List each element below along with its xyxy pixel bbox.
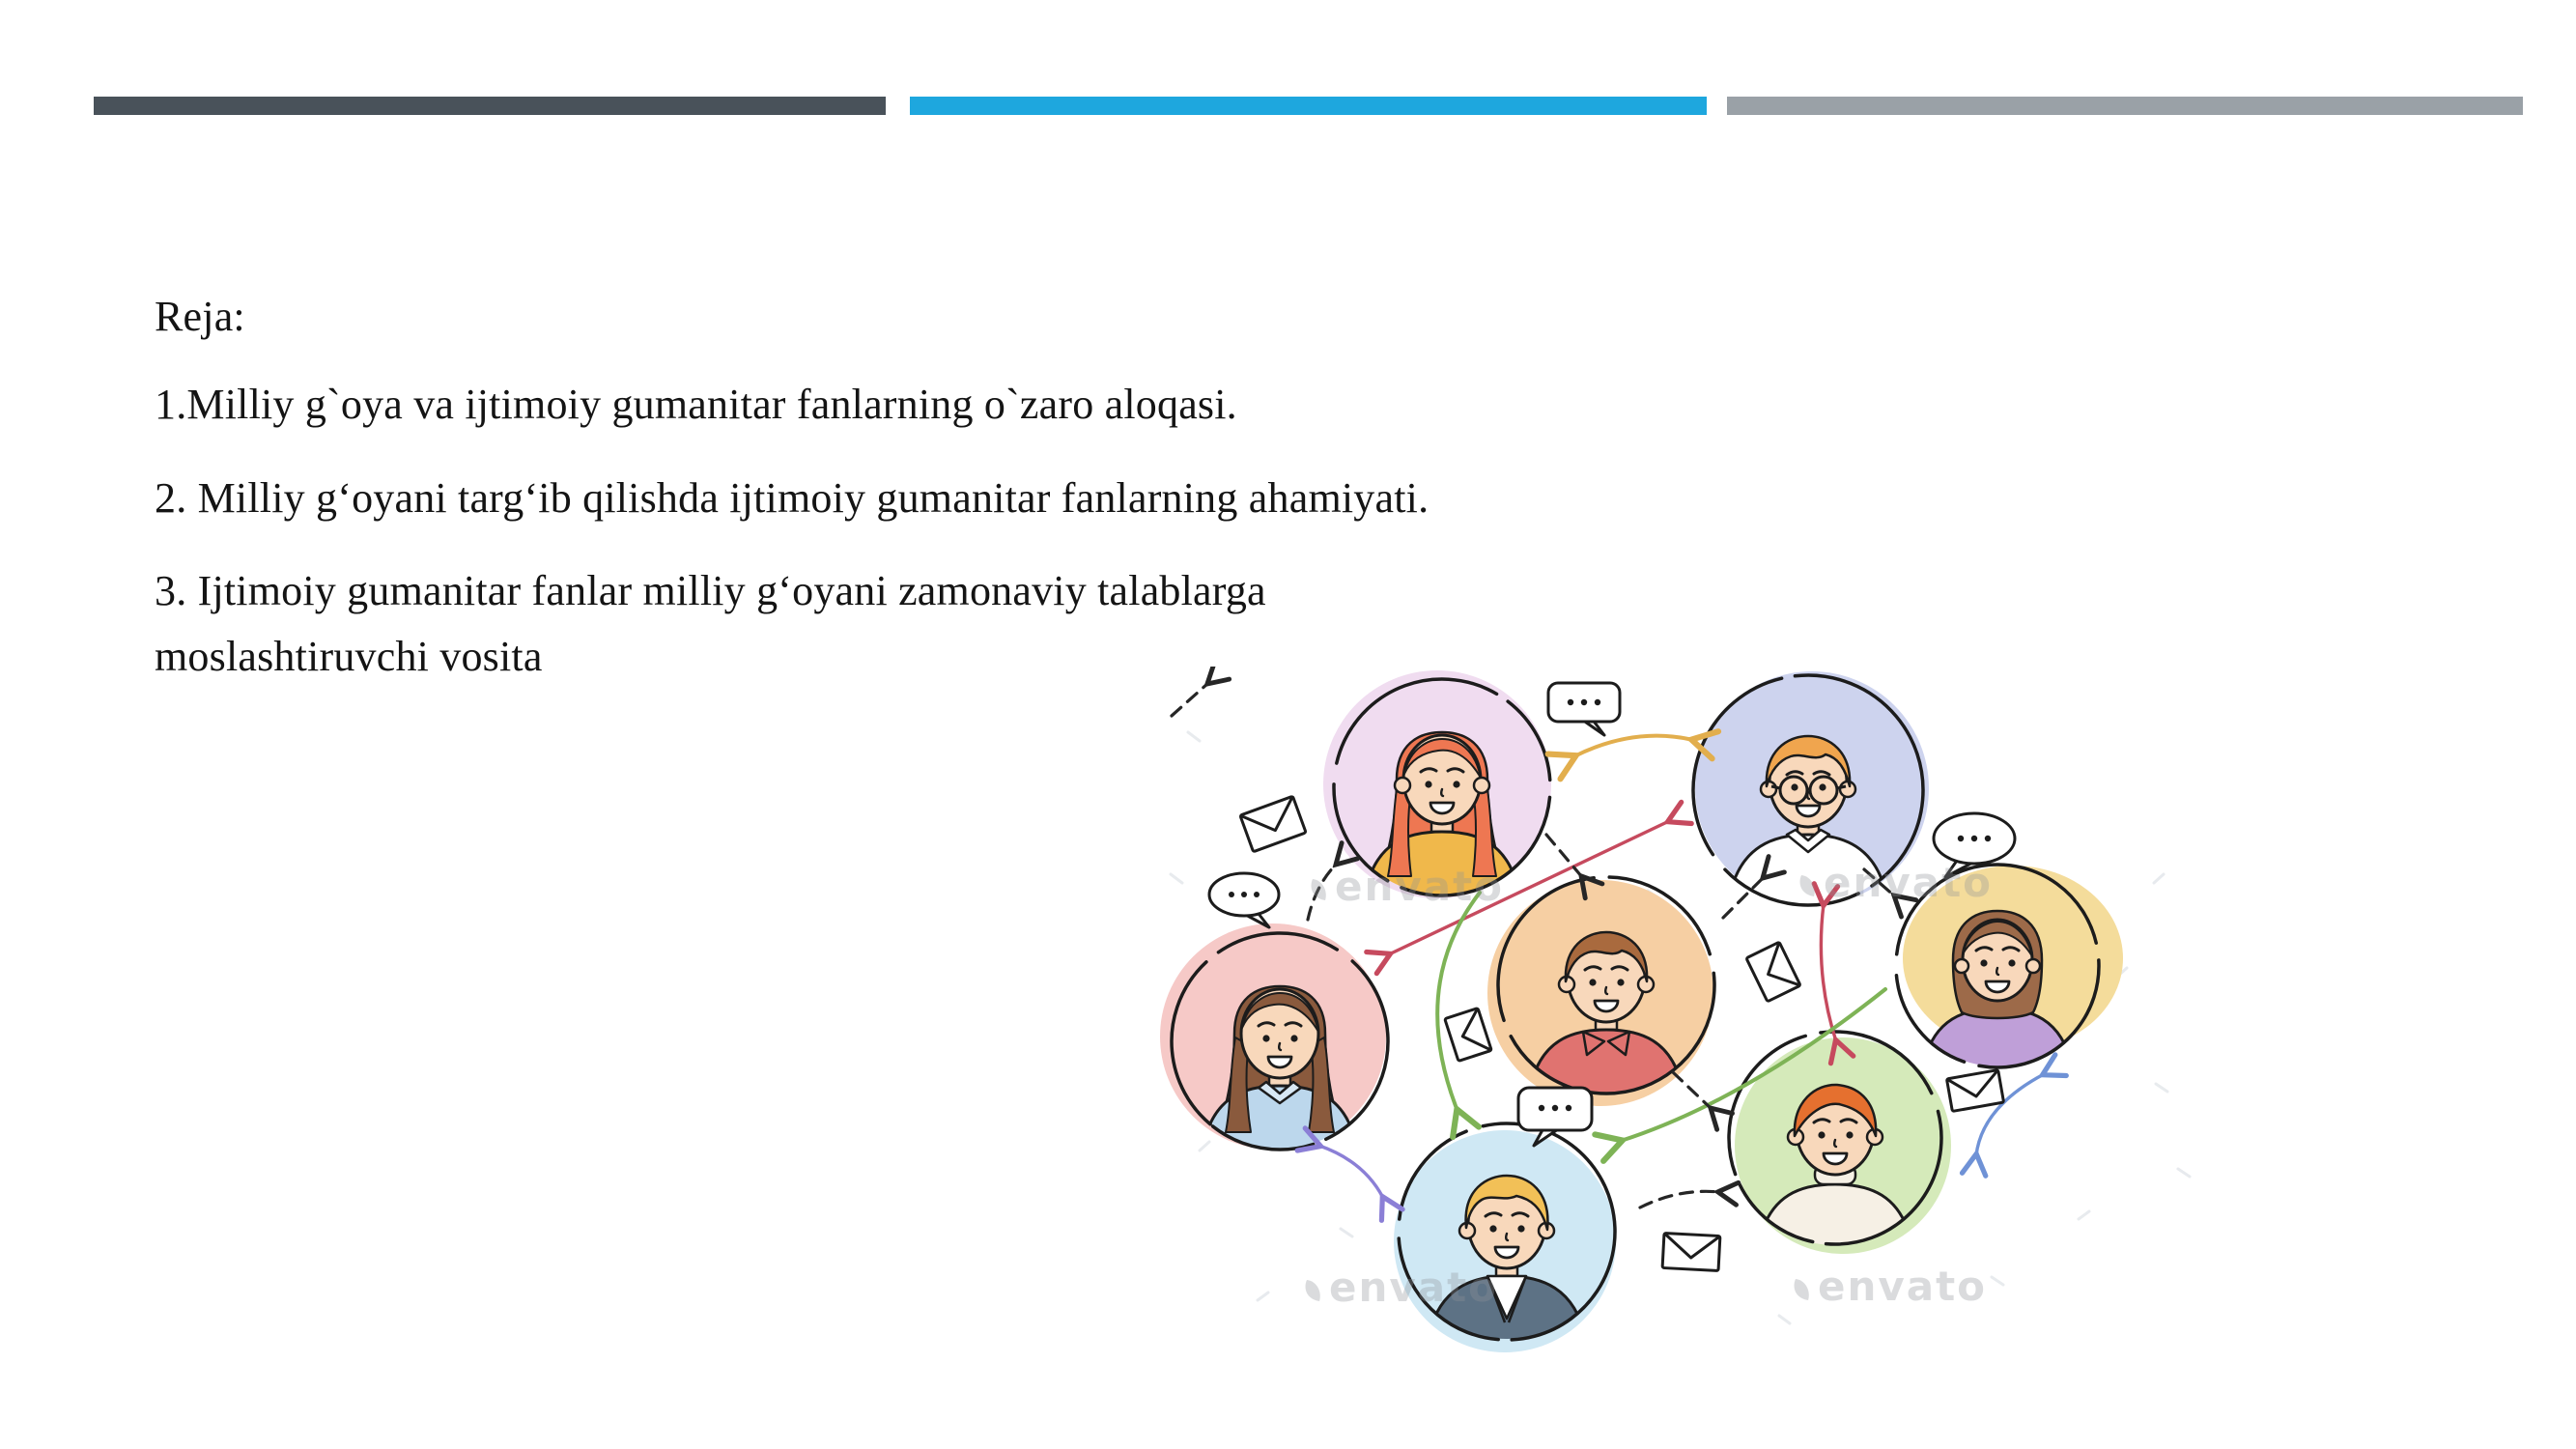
arrow-purple (1319, 1146, 1383, 1198)
plan-item-3-continued: moslashtiruvchi vosita (155, 633, 543, 680)
svg-text:envato: envato (1818, 1263, 1988, 1310)
watermark-envato (1800, 859, 1994, 906)
svg-text:envato: envato (1824, 859, 1994, 906)
watermark-envato (1306, 1264, 1499, 1311)
envelope-icon (1746, 942, 1800, 1002)
arrow-dashed-6 (1640, 1191, 1719, 1208)
speech-bubble-icon (1209, 873, 1279, 927)
arrow-yellow-top (1574, 736, 1693, 756)
decor-bar-gray (1727, 97, 2523, 115)
watermark-envato (1795, 1263, 1988, 1310)
svg-text:envato: envato (1329, 1264, 1499, 1311)
envelope-icon (1662, 1234, 1720, 1271)
person-woman-long-brown-hair (1149, 889, 1432, 1194)
social-network-illustration (1149, 667, 2202, 1362)
plan-item-1: 1.Milliy g`oya va ijtimoiy gumanitar fanlarning o`zaro aloqasi. (155, 381, 1237, 428)
envelope-icon (1445, 1009, 1491, 1062)
envelope-icon (1240, 796, 1306, 851)
plan-item-2: 2. Milliy g‘oyani targ‘ib qilishda ijtimoiy gumanitar fanlarning ahamiyati. (155, 474, 1430, 522)
watermark-envato (1312, 863, 1505, 910)
arrow-green-left (1437, 893, 1480, 1111)
person-man-brown-hair (1467, 846, 1744, 1123)
svg-text:envato: envato (1335, 863, 1505, 910)
decor-bar-blue (910, 97, 1707, 115)
speech-bubble-icon (1548, 683, 1620, 735)
plan-item-3: 3. Ijtimoiy gumanitar fanlar milliy g‘oyani zamonaviy talablarga (155, 567, 1266, 614)
arrow-dashed-topleft (1172, 683, 1208, 716)
decor-bar-dark (94, 97, 886, 115)
person-man-suit (1374, 1099, 1639, 1362)
arrow-red-vertical (1821, 904, 1836, 1041)
slide-heading: Reja: (155, 293, 245, 340)
envelope-icon (1946, 1070, 2003, 1112)
arrow-dashed-4 (1673, 1072, 1712, 1109)
